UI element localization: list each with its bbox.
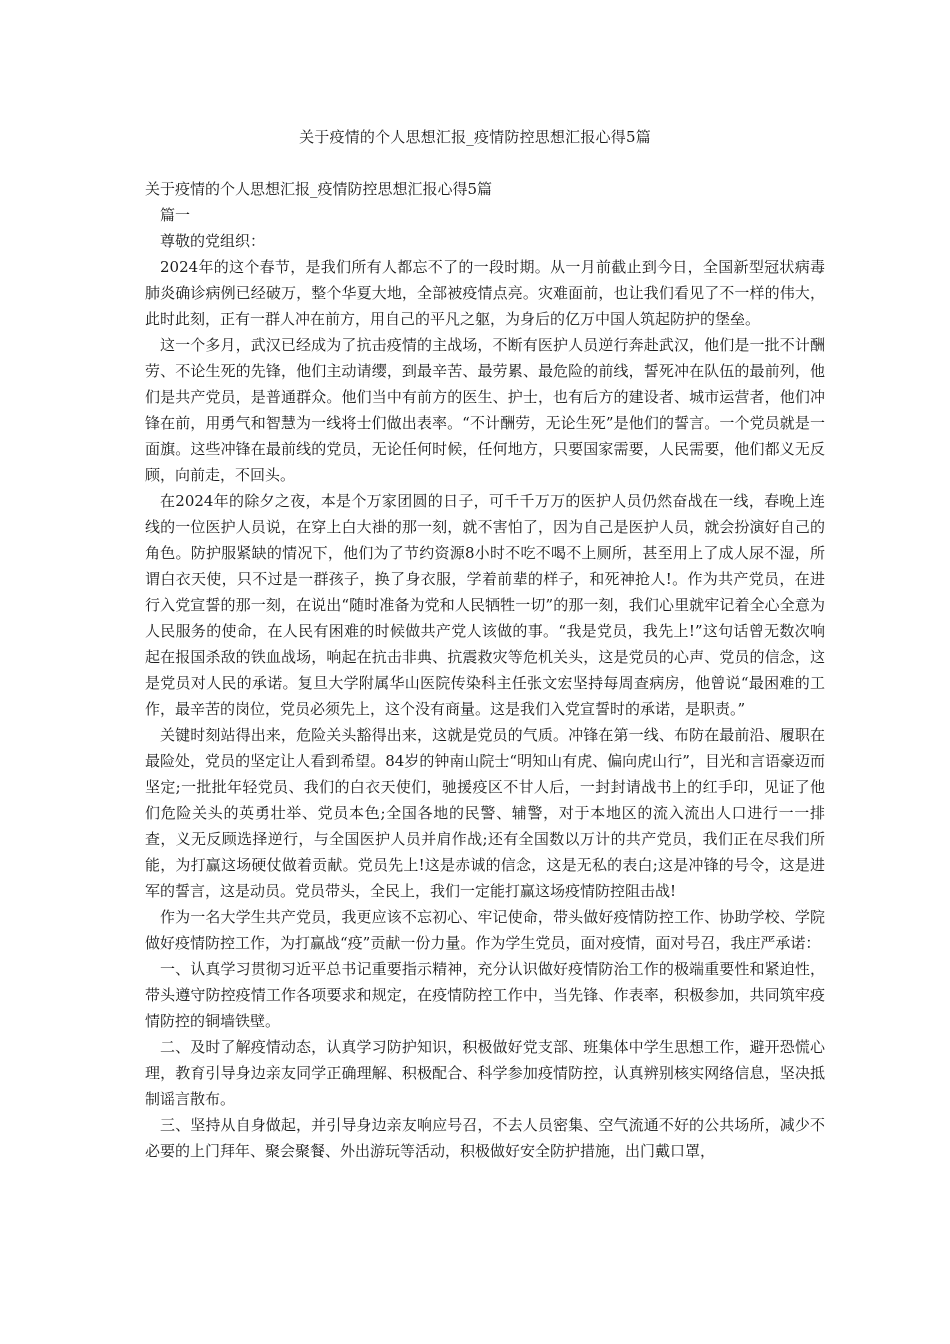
paragraph: 2024年的这个春节，是我们所有人都忘不了的一段时期。从一月前截止到今日，全国新型冠状病毒肺炎确诊病例已经破万，整个华夏大地，全部被疫情点亮。灾难面前，也让我们看见了不一样的伟大，此时此刻，正有一群人冲在前方，用自己的平凡之躯，为身后的亿万中国人筑起防护的堡垒。 (145, 258, 825, 328)
paragraph: 在2024年的除夕之夜，本是个万家团圆的日子，可千千万万的医护人员仍然奋战在一线，春晚上连线的一位医护人员说，在穿上白大褂的那一刻，就不害怕了，因为自己是医护人员，就会扮演好自己的角色。防护服紧缺的情况下，他们为了节约资源8小时不吃不喝不上厕所，甚至用上了成人尿不湿，所谓白衣天使，只不过是一群孩子，换了身衣服，学着前辈的样子，和死神抢人!。作为共产党员，在进行入党宣誓的那一刻，在说出“随时准备为党和人民牺牲一切”的那一刻，我们心里就牢记着全心全意为人民服务的使命，在人民有困难的时候做共产党人该做的事。“我是党员，我先上!”这句话曾无数次响起在报国杀敌的铁血战场，响起在抗击非典、抗震救灾等危机关头，这是党员的心声、党员的信念，这是党员对人民的承诺。复旦大学附属华山医院传染科主任张文宏坚持每周查病房，他曾说“最困难的工作，最辛苦的岗位，党员必须先上，这个没有商量。这是我们入党宣誓时的承诺，是职责。” (145, 492, 825, 718)
document-body (145, 176, 825, 1164)
paragraph: 二、及时了解疫情动态，认真学习防护知识，积极做好党支部、班集体中学生思想工作，避开恐慌心理，教育引导身边亲友同学正确理解、积极配合、科学参加疫情防控，认真辨别核实网络信息，坚决抵制谣言散布。 (145, 1038, 825, 1108)
greeting: 尊敬的党组织： (160, 232, 266, 250)
paragraph: 三、坚持从自身做起，并引导身边亲友响应号召，不去人员密集、空气流通不好的公共场所，减少不必要的上门拜年、聚会聚餐、外出游玩等活动，积极做好安全防护措施，出门戴口罩， (145, 1116, 825, 1160)
document-title: 关于疫情的个人思想汇报_疫情防控思想汇报心得5篇 (299, 128, 651, 146)
paragraph: 关键时刻站得出来，危险关头豁得出来，这就是党员的气质。冲锋在第一线、布防在最前沿、履职在最险处，党员的坚定让人看到希望。84岁的钟南山院士“明知山有虎、偏向虎山行”，目光和言语豪迈而坚定;一批批年轻党员、我们的白衣天使们，驰援疫区不甘人后，一封封请战书上的红手印，见证了他们危险关头的英勇壮举、党员本色;全国各地的民警、辅警，对于本地区的流入流出人口进行一一排查，义无反顾选择逆行，与全国医护人员并肩作战;还有全国数以万计的共产党员，我们正在尽我们所能，为打赢这场硬仗做着贡献。党员先上!这是赤诚的信念，这是无私的表白;这是冲锋的号令，这是进军的誓言，这是动员。党员带头，全民上，我们一定能打赢这场疫情防控阻击战! (145, 726, 825, 900)
paragraph: 作为一名大学生共产党员，我更应该不忘初心、牢记使命，带头做好疫情防控工作、协助学校、学院做好疫情防控工作，为打赢战“疫”贡献一份力量。作为学生党员，面对疫情，面对号召，我庄严承诺： (145, 908, 825, 952)
section-heading: 篇一 (160, 206, 191, 224)
paragraph: 这一个多月，武汉已经成为了抗击疫情的主战场，不断有医护人员逆行奔赴武汉，他们是一批不计酬劳、不论生死的先锋，他们主动请缨，到最辛苦、最劳累、最危险的前线，誓死冲在队伍的最前列，他们是共产党员，是普通群众。他们当中有前方的医生、护士，也有后方的建设者、城市运营者，他们冲锋在前，用勇气和智慧为一线将士们做出表率。“不计酬劳，无论生死”是他们的誓言。一个党员就是一面旗。这些冲锋在最前线的党员，无论任何时候，任何地方，只要国家需要，人民需要，他们都义无反顾，向前走，不回头。 (145, 336, 825, 484)
document-subtitle: 关于疫情的个人思想汇报_疫情防控思想汇报心得5篇 (145, 180, 493, 198)
paragraph: 一、认真学习贯彻习近平总书记重要指示精神，充分认识做好疫情防治工作的极端重要性和紧迫性，带头遵守防控疫情工作各项要求和规定，在疫情防控工作中，当先锋、作表率，积极参加，共同筑牢疫情防控的铜墙铁壁。 (145, 960, 825, 1030)
